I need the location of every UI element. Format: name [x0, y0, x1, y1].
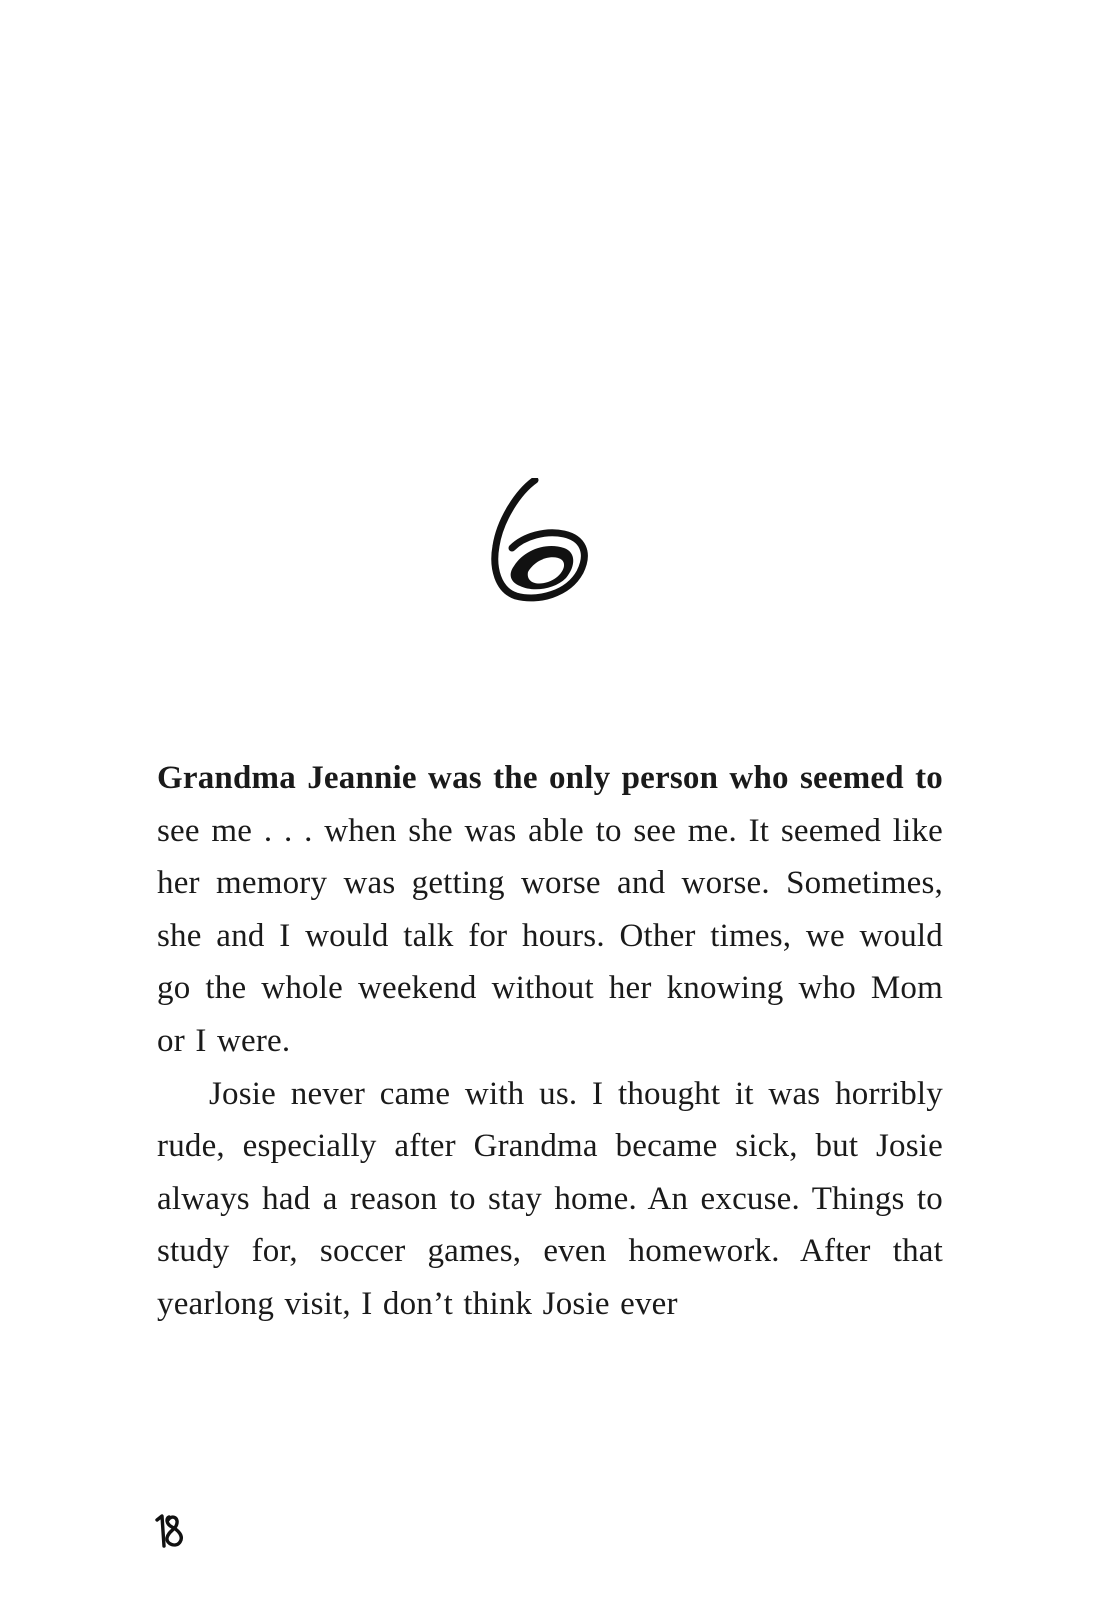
- paragraph-2: [157, 1068, 943, 1331]
- paragraph-1-lead: Grandma Jeannie was the only person who seemed to: [157, 760, 943, 796]
- chapter-number-glyph: [488, 478, 608, 618]
- body-text: [157, 752, 943, 1331]
- chapter-number: [488, 478, 608, 618]
- page-number-text: [154, 1550, 155, 1551]
- paragraph-2-text: Josie never came with us. I thought it was horribly rude, especially after Grandma became sick, but Josie always had a reason to stay home. An excuse. Things to study for, soccer games, even homework. After that yearlong visit, I don’t think Josie ever: [157, 1075, 943, 1322]
- paragraph-1: [157, 752, 943, 1068]
- paragraph-1-text: see me . . . when she was able to see me. It seemed like her memory was getting worse and worse. Sometimes, she and I would talk for hours. Other times, we would go the whole weekend without her knowing who Mom or I were.: [157, 812, 943, 1059]
- page-number-glyph: [154, 1510, 204, 1550]
- page-number: [154, 1510, 204, 1550]
